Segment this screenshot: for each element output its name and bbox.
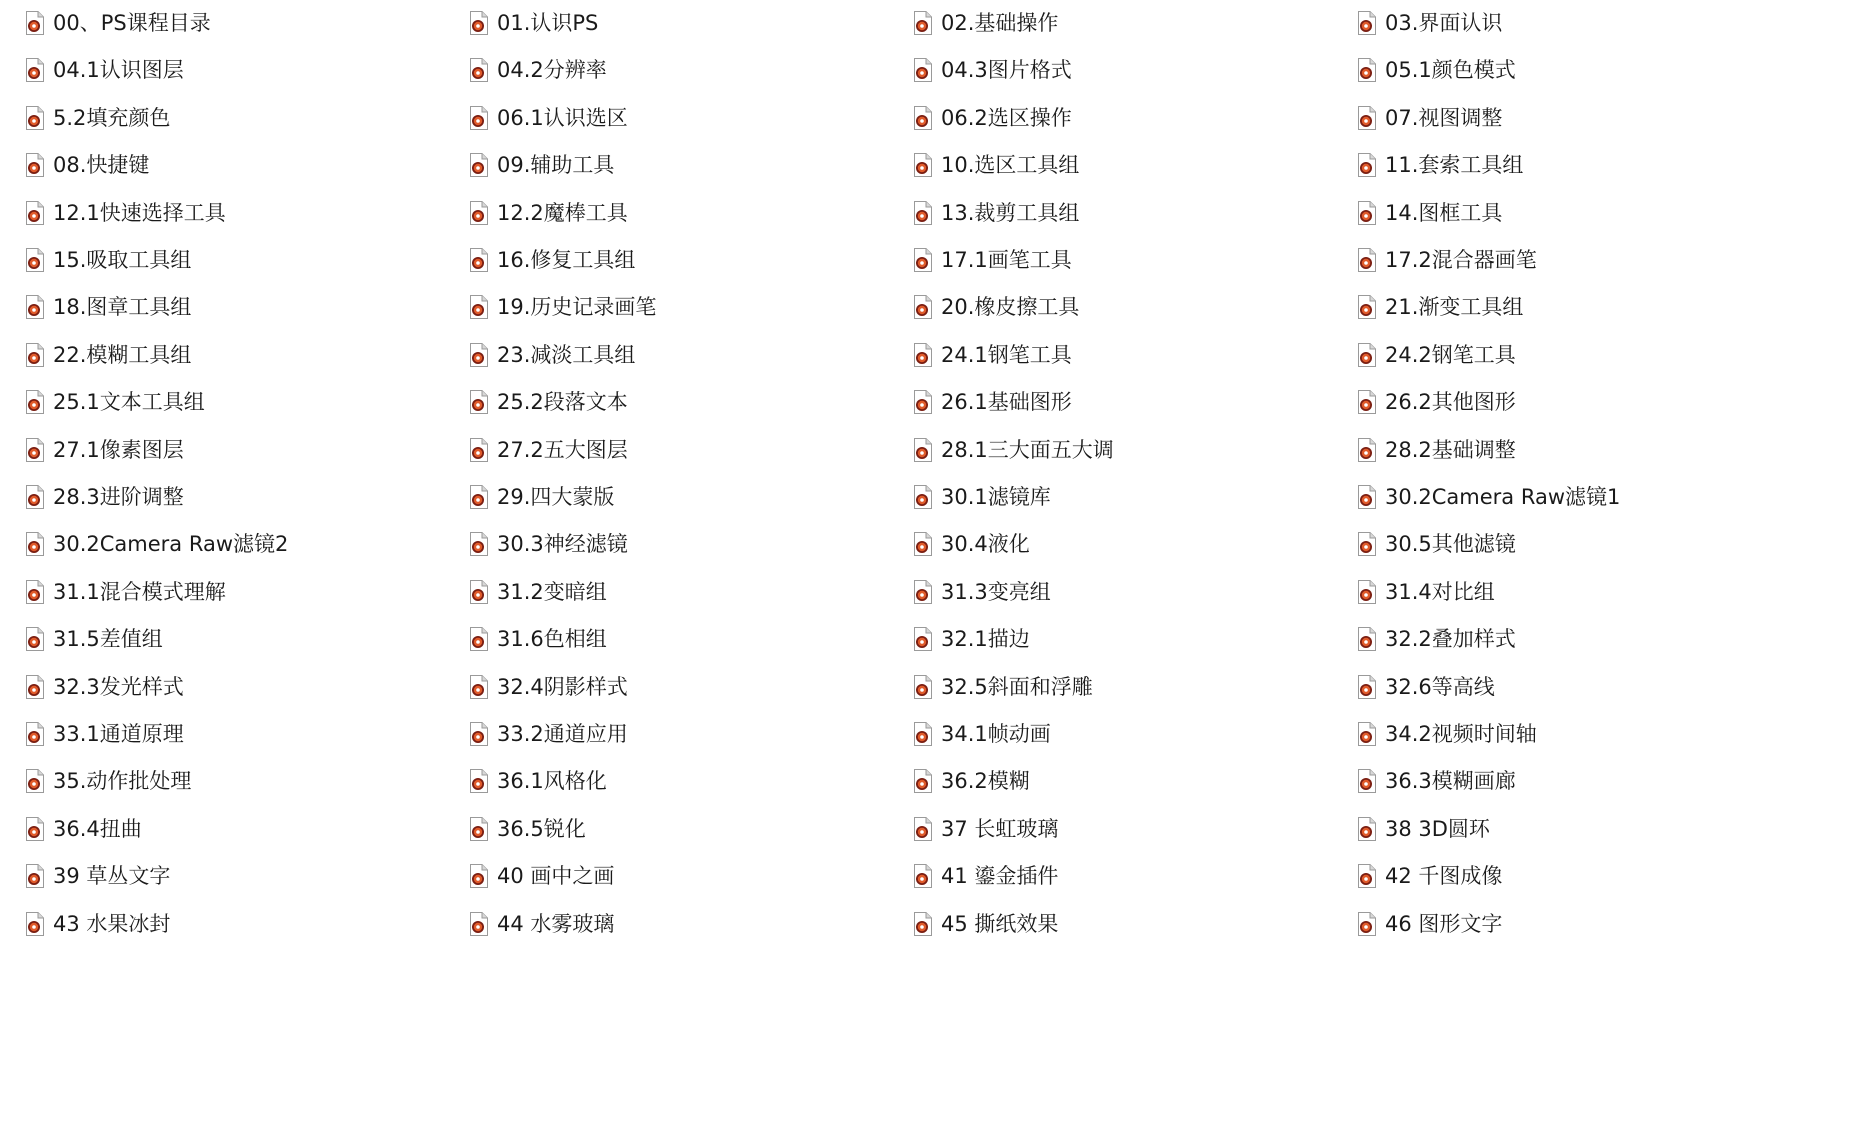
file-item[interactable] xyxy=(469,430,628,470)
file-item[interactable] xyxy=(469,98,628,138)
file-name: 5.2填充颜色 xyxy=(53,105,171,130)
file-item[interactable] xyxy=(913,145,1079,185)
file-name: 36.1风格化 xyxy=(497,769,607,794)
file-item[interactable] xyxy=(1357,904,1502,944)
file-item[interactable] xyxy=(913,809,1058,849)
video-file-icon xyxy=(1357,247,1377,273)
file-item[interactable] xyxy=(913,572,1051,612)
video-file-icon xyxy=(913,721,933,747)
file-item[interactable] xyxy=(1357,809,1490,849)
video-file-icon xyxy=(913,57,933,83)
video-file-icon xyxy=(913,200,933,226)
video-file-icon xyxy=(913,342,933,368)
file-item[interactable] xyxy=(913,382,1072,422)
file-name: 36.4扭曲 xyxy=(53,816,142,841)
file-name: 25.1文本工具组 xyxy=(53,390,205,415)
file-name: 28.3进阶调整 xyxy=(53,485,184,509)
file-name: 31.3变亮组 xyxy=(941,579,1051,604)
file-name: 26.2其他图形 xyxy=(1385,390,1516,415)
video-file-icon xyxy=(913,911,933,937)
video-file-icon xyxy=(25,247,45,273)
video-file-icon xyxy=(469,389,489,415)
video-file-icon xyxy=(25,721,45,747)
file-name: 18.图章工具组 xyxy=(53,295,192,320)
file-name: 33.1通道原理 xyxy=(53,722,184,746)
video-file-icon xyxy=(1357,911,1377,937)
file-item[interactable] xyxy=(1357,761,1516,801)
file-item[interactable] xyxy=(1357,3,1502,43)
video-file-icon xyxy=(1357,531,1377,557)
file-name: 32.5斜面和浮雕 xyxy=(941,674,1093,699)
file-name: 10.选区工具组 xyxy=(941,153,1080,178)
video-file-icon xyxy=(913,579,933,605)
file-item[interactable] xyxy=(913,50,1072,90)
file-name: 08.快捷键 xyxy=(53,153,150,178)
file-item[interactable] xyxy=(25,524,288,564)
video-file-icon xyxy=(469,626,489,652)
file-item[interactable] xyxy=(1357,98,1502,138)
video-file-icon xyxy=(1357,768,1377,794)
file-item[interactable] xyxy=(469,477,614,517)
file-item[interactable] xyxy=(469,856,614,896)
file-item[interactable] xyxy=(25,904,170,944)
video-file-icon xyxy=(469,105,489,131)
file-item[interactable] xyxy=(913,193,1079,233)
file-item[interactable] xyxy=(913,3,1058,43)
file-name: 30.5其他滤镜 xyxy=(1385,532,1516,557)
file-item[interactable] xyxy=(1357,145,1523,185)
file-item[interactable] xyxy=(1357,287,1523,327)
video-file-icon xyxy=(913,437,933,463)
file-name: 11.套索工具组 xyxy=(1385,153,1524,178)
video-file-icon xyxy=(1357,674,1377,700)
file-name: 29.四大蒙版 xyxy=(497,485,615,509)
file-item[interactable] xyxy=(913,430,1114,470)
video-file-icon xyxy=(1357,389,1377,415)
file-name: 41 鎏金插件 xyxy=(941,864,1059,889)
file-item[interactable] xyxy=(469,335,635,375)
file-item[interactable] xyxy=(469,193,628,233)
file-name: 02.基础操作 xyxy=(941,11,1059,35)
file-name: 20.橡皮擦工具 xyxy=(941,295,1080,320)
video-file-icon xyxy=(469,294,489,320)
file-item[interactable] xyxy=(913,98,1072,138)
video-file-icon xyxy=(913,294,933,320)
file-item[interactable] xyxy=(1357,50,1516,90)
file-item[interactable] xyxy=(913,287,1079,327)
file-name: 01.认识PS xyxy=(497,11,599,35)
file-name: 17.2混合器画笔 xyxy=(1385,248,1537,272)
file-name: 06.1认识选区 xyxy=(497,105,628,130)
file-name: 37 长虹玻璃 xyxy=(941,816,1059,841)
video-file-icon xyxy=(1357,200,1377,226)
file-item[interactable] xyxy=(1357,572,1495,612)
file-item[interactable] xyxy=(25,50,184,90)
file-name: 17.1画笔工具 xyxy=(941,248,1072,272)
video-file-icon xyxy=(1357,579,1377,605)
video-file-icon xyxy=(913,484,933,510)
file-item[interactable] xyxy=(913,714,1051,754)
video-file-icon xyxy=(25,911,45,937)
file-name: 13.裁剪工具组 xyxy=(941,200,1080,225)
file-name: 31.2变暗组 xyxy=(497,579,607,604)
video-file-icon xyxy=(469,721,489,747)
file-name: 19.历史记录画笔 xyxy=(497,295,657,320)
file-item[interactable] xyxy=(25,335,191,375)
file-name: 16.修复工具组 xyxy=(497,248,636,272)
video-file-icon xyxy=(469,911,489,937)
file-item[interactable] xyxy=(25,809,142,849)
video-file-icon xyxy=(913,152,933,178)
video-file-icon xyxy=(1357,863,1377,889)
file-name: 22.模糊工具组 xyxy=(53,342,192,367)
file-name: 21.渐变工具组 xyxy=(1385,295,1524,320)
video-file-icon xyxy=(25,200,45,226)
file-name: 36.5锐化 xyxy=(497,816,586,841)
file-name: 03.界面认识 xyxy=(1385,11,1503,35)
file-name: 09.辅助工具 xyxy=(497,153,615,178)
file-item[interactable] xyxy=(469,572,607,612)
file-item[interactable] xyxy=(913,761,1030,801)
file-item[interactable] xyxy=(25,193,226,233)
file-name: 34.2视频时间轴 xyxy=(1385,722,1537,746)
video-file-icon xyxy=(25,105,45,131)
file-item[interactable] xyxy=(1357,477,1620,517)
file-item[interactable] xyxy=(469,524,628,564)
video-file-icon xyxy=(1357,816,1377,842)
video-file-icon xyxy=(913,247,933,273)
video-file-icon xyxy=(1357,57,1377,83)
video-file-icon xyxy=(469,152,489,178)
file-item[interactable] xyxy=(25,3,211,43)
video-file-icon xyxy=(913,531,933,557)
file-name: 14.图框工具 xyxy=(1385,200,1503,225)
file-name: 07.视图调整 xyxy=(1385,105,1503,130)
file-name: 12.2魔棒工具 xyxy=(497,200,628,225)
video-file-icon xyxy=(469,531,489,557)
video-file-icon xyxy=(469,816,489,842)
file-name: 12.1快速选择工具 xyxy=(53,200,226,225)
file-item[interactable] xyxy=(25,572,226,612)
file-name: 40 画中之画 xyxy=(497,864,615,889)
file-name: 32.3发光样式 xyxy=(53,674,184,699)
file-item[interactable] xyxy=(469,761,607,801)
file-name: 04.2分辨率 xyxy=(497,58,607,83)
file-item[interactable] xyxy=(913,667,1093,707)
file-name: 24.1钢笔工具 xyxy=(941,342,1072,367)
file-item[interactable] xyxy=(25,98,170,138)
video-file-icon xyxy=(913,816,933,842)
video-file-icon xyxy=(469,437,489,463)
file-name: 04.1认识图层 xyxy=(53,58,184,83)
video-file-icon xyxy=(1357,294,1377,320)
file-name: 04.3图片格式 xyxy=(941,58,1072,83)
video-file-icon xyxy=(469,674,489,700)
file-name: 15.吸取工具组 xyxy=(53,248,192,272)
video-file-icon xyxy=(469,579,489,605)
file-item[interactable] xyxy=(1357,856,1502,896)
file-name: 36.3模糊画廊 xyxy=(1385,769,1516,794)
video-file-icon xyxy=(25,816,45,842)
video-file-icon xyxy=(469,863,489,889)
file-name: 32.6等高线 xyxy=(1385,674,1495,699)
file-item[interactable] xyxy=(1357,193,1502,233)
file-name: 45 撕纸效果 xyxy=(941,911,1059,936)
file-item[interactable] xyxy=(469,3,598,43)
file-item[interactable] xyxy=(469,382,628,422)
file-item[interactable] xyxy=(1357,382,1516,422)
file-item[interactable] xyxy=(25,667,184,707)
file-item[interactable] xyxy=(469,145,614,185)
video-file-icon xyxy=(1357,152,1377,178)
file-name: 31.6色相组 xyxy=(497,627,607,652)
file-name: 30.1滤镜库 xyxy=(941,485,1051,509)
file-item[interactable] xyxy=(25,240,191,280)
file-item[interactable] xyxy=(913,619,1030,659)
video-file-icon xyxy=(25,437,45,463)
video-file-icon xyxy=(469,57,489,83)
file-item[interactable] xyxy=(913,335,1072,375)
file-item[interactable] xyxy=(25,430,184,470)
file-item[interactable] xyxy=(913,477,1051,517)
file-name: 26.1基础图形 xyxy=(941,390,1072,415)
file-name: 27.2五大图层 xyxy=(497,437,628,462)
file-item[interactable] xyxy=(25,856,170,896)
file-name: 32.4阴影样式 xyxy=(497,674,628,699)
video-file-icon xyxy=(25,342,45,368)
video-file-icon xyxy=(1357,721,1377,747)
file-name: 31.5差值组 xyxy=(53,627,163,652)
video-file-icon xyxy=(25,57,45,83)
file-item[interactable] xyxy=(25,619,163,659)
video-file-icon xyxy=(913,626,933,652)
file-name: 30.2Camera Raw滤镜2 xyxy=(53,532,289,557)
file-item[interactable] xyxy=(913,904,1058,944)
file-item[interactable] xyxy=(1357,714,1537,754)
video-file-icon xyxy=(25,579,45,605)
file-name: 35.动作批处理 xyxy=(53,769,192,794)
file-item[interactable] xyxy=(469,904,614,944)
video-file-icon xyxy=(25,531,45,557)
file-item[interactable] xyxy=(25,761,191,801)
file-name: 25.2段落文本 xyxy=(497,390,628,415)
video-file-icon xyxy=(1357,437,1377,463)
file-name: 00、PS课程目录 xyxy=(53,11,211,35)
file-name: 32.1描边 xyxy=(941,627,1030,652)
file-name: 30.2Camera Raw滤镜1 xyxy=(1385,485,1621,509)
file-item[interactable] xyxy=(1357,619,1516,659)
video-file-icon xyxy=(469,342,489,368)
file-name: 44 水雾玻璃 xyxy=(497,911,615,936)
video-file-icon xyxy=(25,626,45,652)
file-item[interactable] xyxy=(469,287,656,327)
file-item[interactable] xyxy=(1357,430,1516,470)
file-name: 38 3D圆环 xyxy=(1385,816,1490,841)
file-item[interactable] xyxy=(469,809,586,849)
file-name: 42 千图成像 xyxy=(1385,864,1503,889)
file-name: 34.1帧动画 xyxy=(941,722,1051,746)
file-item[interactable] xyxy=(25,287,191,327)
video-file-icon xyxy=(469,10,489,36)
video-file-icon xyxy=(913,10,933,36)
video-file-icon xyxy=(25,389,45,415)
video-file-icon xyxy=(913,389,933,415)
file-name: 06.2选区操作 xyxy=(941,105,1072,130)
file-name: 39 草丛文字 xyxy=(53,864,171,889)
file-item[interactable] xyxy=(25,382,205,422)
file-name: 23.减淡工具组 xyxy=(497,342,636,367)
file-name: 30.3神经滤镜 xyxy=(497,532,628,557)
video-file-icon xyxy=(913,863,933,889)
file-item[interactable] xyxy=(469,619,607,659)
video-file-icon xyxy=(913,768,933,794)
video-file-icon xyxy=(25,152,45,178)
video-file-icon xyxy=(1357,484,1377,510)
video-file-icon xyxy=(1357,342,1377,368)
video-file-icon xyxy=(25,294,45,320)
file-item[interactable] xyxy=(1357,524,1516,564)
video-file-icon xyxy=(469,484,489,510)
file-item[interactable] xyxy=(469,50,607,90)
file-item[interactable] xyxy=(913,524,1030,564)
file-name: 43 水果冰封 xyxy=(53,911,171,936)
video-file-icon xyxy=(913,105,933,131)
video-file-icon xyxy=(25,484,45,510)
video-file-icon xyxy=(25,768,45,794)
file-item[interactable] xyxy=(25,477,184,517)
file-name: 30.4液化 xyxy=(941,532,1030,557)
file-item[interactable] xyxy=(1357,335,1516,375)
file-item[interactable] xyxy=(25,145,149,185)
file-name: 28.2基础调整 xyxy=(1385,437,1516,462)
video-file-icon xyxy=(913,674,933,700)
file-name: 05.1颜色模式 xyxy=(1385,58,1516,83)
file-name: 31.1混合模式理解 xyxy=(53,579,226,604)
file-name: 36.2模糊 xyxy=(941,769,1030,794)
file-item[interactable] xyxy=(1357,667,1495,707)
file-name: 24.2钢笔工具 xyxy=(1385,342,1516,367)
file-item[interactable] xyxy=(25,714,184,754)
file-item[interactable] xyxy=(469,714,628,754)
video-file-icon xyxy=(469,200,489,226)
file-name: 32.2叠加样式 xyxy=(1385,627,1516,652)
video-file-icon xyxy=(25,674,45,700)
video-file-icon xyxy=(1357,10,1377,36)
file-item[interactable] xyxy=(913,240,1072,280)
video-file-icon xyxy=(469,768,489,794)
file-item[interactable] xyxy=(1357,240,1537,280)
video-file-icon xyxy=(469,247,489,273)
file-name: 27.1像素图层 xyxy=(53,437,184,462)
file-name: 33.2通道应用 xyxy=(497,722,628,746)
video-file-icon xyxy=(25,863,45,889)
file-name: 28.1三大面五大调 xyxy=(941,437,1114,462)
file-name: 46 图形文字 xyxy=(1385,911,1503,936)
file-item[interactable] xyxy=(913,856,1058,896)
file-item[interactable] xyxy=(469,240,635,280)
video-file-icon xyxy=(25,10,45,36)
video-file-icon xyxy=(1357,105,1377,131)
file-name: 31.4对比组 xyxy=(1385,579,1495,604)
file-item[interactable] xyxy=(469,667,628,707)
video-file-icon xyxy=(1357,626,1377,652)
